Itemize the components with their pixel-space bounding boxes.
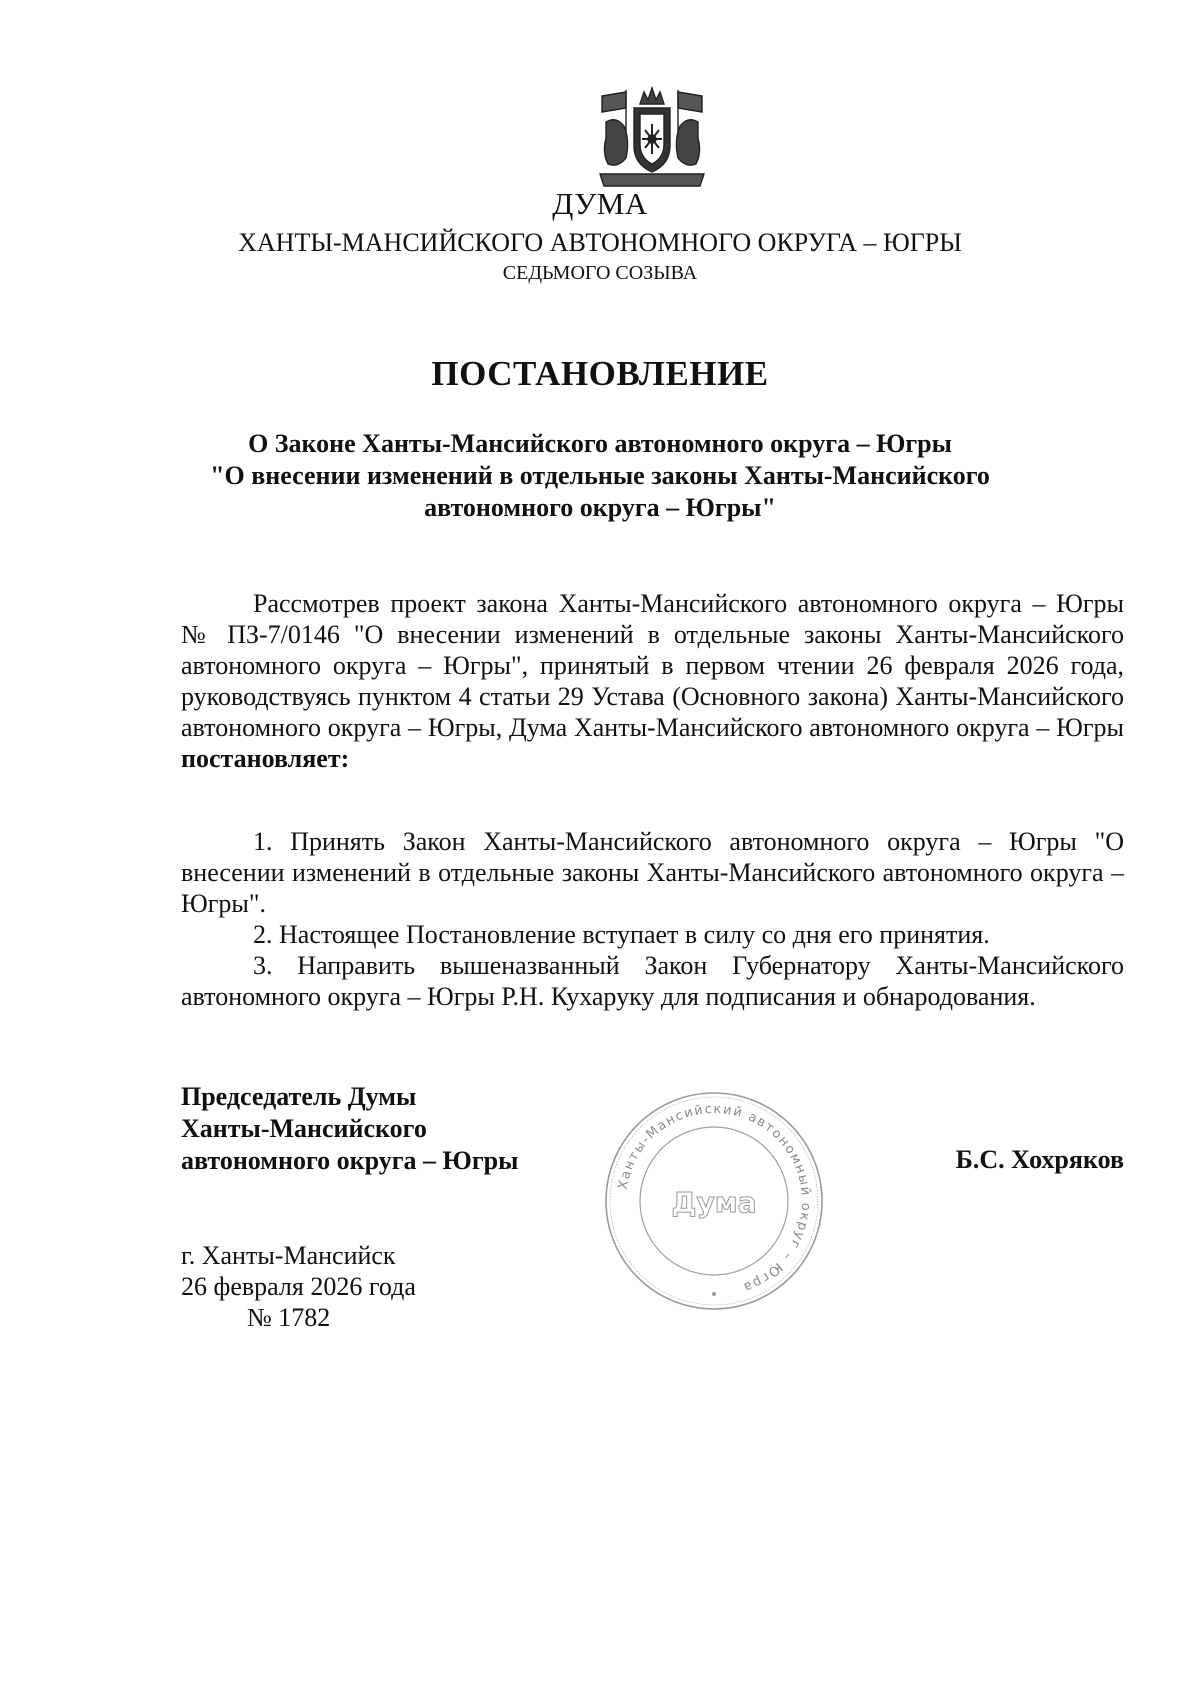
convocation: СЕДЬМОГО СОЗЫВА — [502, 262, 698, 284]
document-number: № 1782 — [247, 1303, 331, 1332]
coat-of-arms-icon — [596, 82, 708, 192]
org-name: ДУМА — [552, 186, 648, 221]
place-date-number — [181, 1240, 416, 1333]
date: 26 февраля 2026 года — [181, 1272, 416, 1301]
city: г. Ханты-Мансийск — [181, 1241, 396, 1270]
subject-line: "О внесении изменений в отдельные законы Ханты-Мансийского — [210, 461, 990, 490]
resolution-item: 3. Направить вышеназванный Закон Губернатору Ханты-Мансийского автономного округа – Югры Р.Н. Кухаруку для подписания и обнародования. — [181, 951, 1124, 1011]
signatory-position — [181, 1081, 518, 1177]
region-name: ХАНТЫ-МАНСИЙСКОГО АВТОНОМНОГО ОКРУГА – ЮГРЫ — [238, 228, 962, 257]
position-line: Ханты-Мансийского — [181, 1114, 427, 1143]
subject-line: О Законе Ханты-Мансийского автономного округа – Югры — [248, 429, 952, 458]
position-line: Председатель Думы — [181, 1082, 417, 1111]
stamp-center-text: Дума — [671, 1186, 757, 1219]
official-stamp — [601, 1088, 827, 1314]
resolution-item: 2. Настоящее Постановление вступает в силу со дня его принятия. — [253, 920, 990, 949]
preamble-action: постановляет: — [181, 744, 350, 773]
preamble-paragraph — [181, 588, 1124, 774]
subject-line: автономного округа – Югры" — [424, 493, 776, 522]
document-title: ПОСТАНОВЛЕНИЕ — [431, 354, 769, 393]
position-line: автономного округа – Югры — [181, 1146, 519, 1175]
resolution-item: 1. Принять Закон Ханты-Мансийского автономного округа – Югры "О внесении изменений в отдельные законы Ханты-Мансийского автономного округа – Югры". — [181, 827, 1124, 918]
document-subject — [200, 428, 1000, 524]
stamp-ring-text: Ханты-Мансийский автономный округ – Югра — [615, 1101, 814, 1295]
preamble-text: Рассмотрев проект закона Ханты-Мансийского автономного округа – Югры № ПЗ-7/0146 "О внесении изменений в отдельные законы Ханты-Мансийского автономного округа – Югры", принятый в первом чтении 26 февраля 2026 года, руководствуясь пунктом 4 статьи 29 Устава (Основного закона) Ханты-Мансийского автономного округа – Югры, Дума Ханты-Мансийского автономного округа – Югры — [181, 589, 1124, 742]
signatory-name: Б.С. Хохряков — [955, 1145, 1124, 1174]
